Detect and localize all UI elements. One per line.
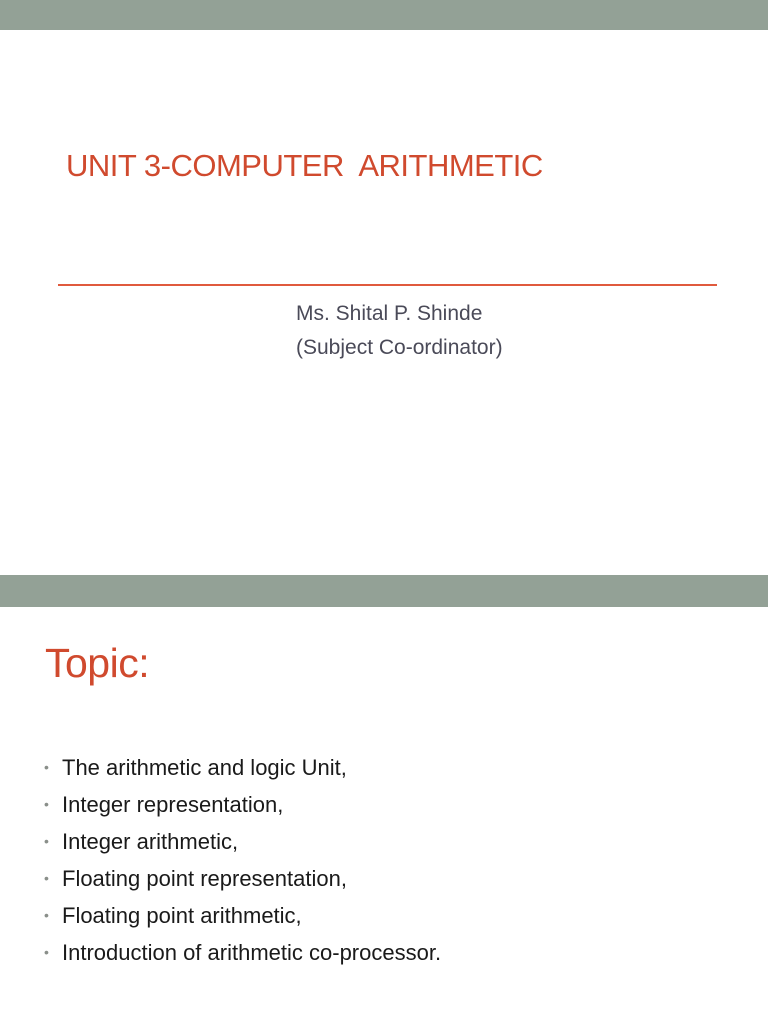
slide-separator-band xyxy=(0,575,768,607)
list-item-text: Introduction of arithmetic co-processor. xyxy=(62,940,442,965)
bullet-icon: • xyxy=(44,944,49,960)
list-item xyxy=(44,934,441,971)
list-item xyxy=(44,897,441,934)
list-item xyxy=(44,786,441,823)
list-item-text: Floating point representation, xyxy=(62,866,347,891)
list-item-text: The arithmetic and logic Unit, xyxy=(62,755,347,780)
slide-title: UNIT 3-COMPUTER ARITHMETIC xyxy=(66,148,543,183)
topic-list xyxy=(44,749,441,971)
author-role: (Subject Co-ordinator) xyxy=(296,336,503,359)
bullet-icon: • xyxy=(44,907,49,923)
list-item-text: Integer representation, xyxy=(62,792,284,817)
title-divider xyxy=(58,284,717,286)
top-band xyxy=(0,0,768,30)
bullet-icon: • xyxy=(44,796,49,812)
list-item xyxy=(44,749,441,786)
bullet-icon: • xyxy=(44,833,49,849)
bullet-icon: • xyxy=(44,870,49,886)
bullet-icon: • xyxy=(44,759,49,775)
list-item-text: Integer arithmetic, xyxy=(62,829,239,854)
list-item xyxy=(44,860,441,897)
list-item xyxy=(44,823,441,860)
author-block xyxy=(296,297,503,365)
list-item-text: Floating point arithmetic, xyxy=(62,903,302,928)
topic-heading: Topic: xyxy=(45,640,150,686)
author-name: Ms. Shital P. Shinde xyxy=(296,302,483,325)
